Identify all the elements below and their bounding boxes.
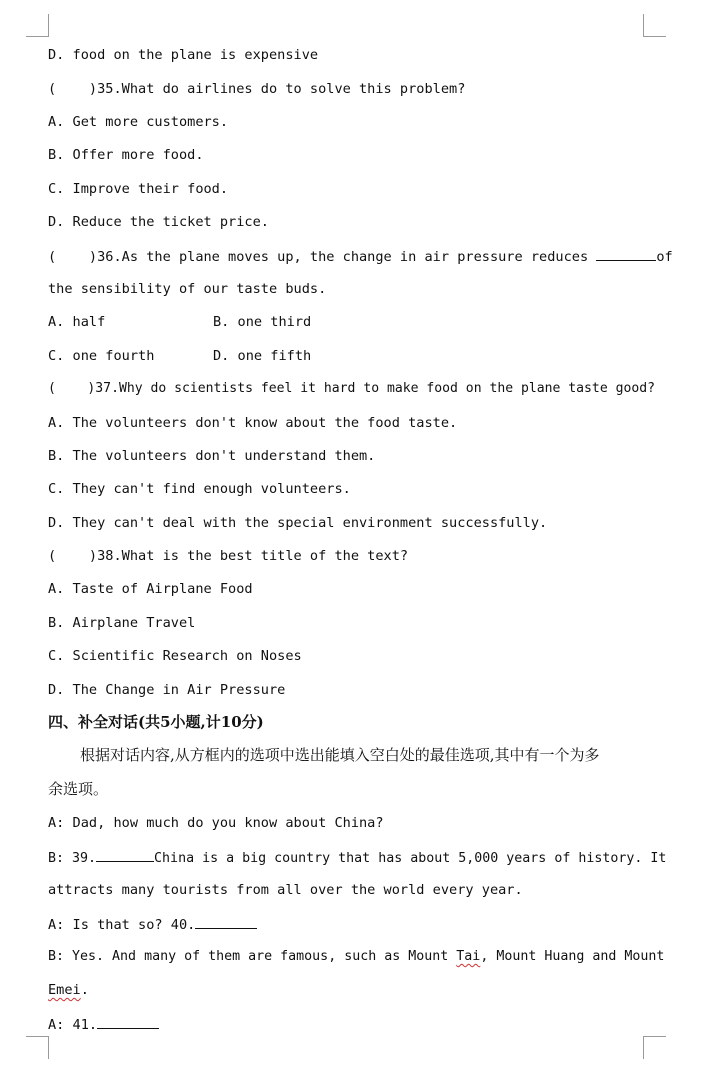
answer-blank-40: [195, 914, 257, 929]
question-38: ( )38.What is the best title of the text?: [48, 548, 409, 564]
q37-option-c: C. They can't find enough volunteers.: [48, 481, 351, 497]
answer-blank-39: [96, 847, 154, 862]
question-36-tail: of: [656, 249, 673, 265]
question-36-text: ( )36.As the plane moves up, the change in air pressure reduces: [48, 249, 597, 265]
answer-blank: [596, 246, 656, 261]
dialogue-b1-prefix: B: 39.: [48, 851, 97, 866]
q37-option-a: A. The volunteers don't know about the food taste.: [48, 415, 458, 431]
dialogue-line-b2: [48, 947, 665, 967]
section-instruction: 根据对话内容,从方框内的选项中选出能填入空白处的最佳选项,其中有一个为多: [80, 746, 600, 764]
section-heading: 四、补全对话(共5小题,计10分): [48, 713, 264, 731]
dialogue-line-a1: A: Dad, how much do you know about China?: [48, 815, 384, 831]
dialogue-b2-period: .: [80, 982, 89, 998]
spellcheck-word-emei: Emei: [48, 982, 81, 998]
dialogue-b1-text: China is a big country that has about 5,000 years of history. It: [154, 851, 667, 866]
dialogue-b2-text-end: , Mount Huang and Mount: [480, 949, 665, 964]
dialogue-line-a3: [48, 1014, 642, 1035]
answer-blank-41: [97, 1014, 159, 1029]
q35-option-d: D. Reduce the ticket price.: [48, 214, 269, 230]
q35-option-c: C. Improve their food.: [48, 181, 229, 197]
q36-option-b: B. one third: [213, 314, 312, 330]
page-corner-mark-top-left: [26, 14, 49, 37]
q38-option-d: D. The Change in Air Pressure: [48, 682, 286, 698]
spellcheck-word-tai: Tai: [456, 949, 481, 964]
q36-option-a: A. half: [48, 314, 106, 330]
page-corner-mark-bottom-right: [643, 1036, 666, 1059]
question-36-continued: the sensibility of our taste buds.: [48, 281, 327, 297]
dialogue-line-b1: [48, 847, 667, 869]
q38-option-b: B. Airplane Travel: [48, 615, 196, 631]
q38-option-c: C. Scientific Research on Noses: [48, 648, 302, 664]
question-35: ( )35.What do airlines do to solve this problem?: [48, 81, 466, 97]
dialogue-b2-text: B: Yes. And many of them are famous, such as Mount: [48, 949, 457, 964]
question-36: [48, 246, 673, 267]
page-corner-mark-bottom-left: [26, 1036, 49, 1059]
q37-option-d: D. They can't deal with the special environment successfully.: [48, 515, 548, 531]
dialogue-a2-text: A: Is that so? 40.: [48, 917, 196, 933]
q37-option-b: B. The volunteers don't understand them.: [48, 448, 376, 464]
dialogue-a3-text: A: 41.: [48, 1017, 98, 1033]
q35-option-b: B. Offer more food.: [48, 147, 204, 163]
section-instruction-continued: 余选项。: [48, 780, 109, 798]
page-corner-mark-top-right: [643, 14, 666, 37]
dialogue-line-a2: [48, 914, 642, 935]
q36-options-row-2: [48, 346, 642, 366]
dialogue-line-b2-continued: [48, 980, 642, 1000]
question-37: ( )37.Why do scientists feel it hard to make food on the plane taste good?: [48, 381, 655, 396]
q35-option-a: A. Get more customers.: [48, 114, 229, 130]
dialogue-line-b1-continued: attracts many tourists from all over the world every year.: [48, 882, 523, 898]
q36-option-d: D. one fifth: [213, 348, 312, 364]
q36-option-c: C. one fourth: [48, 348, 155, 364]
q38-option-a: A. Taste of Airplane Food: [48, 581, 253, 597]
q34-option-d: D. food on the plane is expensive: [48, 47, 319, 63]
q36-options-row-1: [48, 312, 642, 332]
